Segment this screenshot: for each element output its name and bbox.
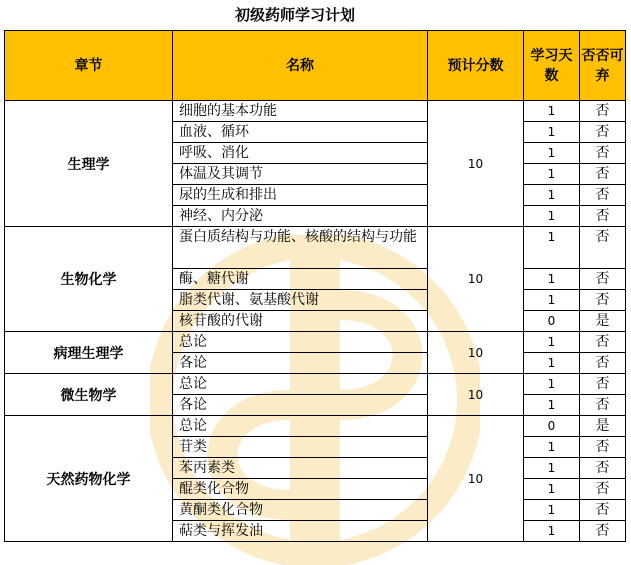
header-giveup: 否否可弃 (580, 31, 626, 101)
days-cell: 1 (524, 500, 580, 521)
giveup-cell: 否 (580, 101, 626, 122)
giveup-cell: 是 (580, 311, 626, 332)
days-cell: 1 (524, 353, 580, 374)
giveup-cell: 否 (580, 227, 626, 269)
giveup-cell: 是 (580, 416, 626, 437)
days-cell: 0 (524, 416, 580, 437)
chapter-cell: 生理学 (5, 101, 173, 227)
page-title: 初级药师学习计划 (234, 6, 355, 24)
score-cell: 10 (428, 416, 524, 542)
days-cell: 1 (524, 143, 580, 164)
days-cell: 1 (524, 164, 580, 185)
topic-name-cell: 黄酮类化合物 (173, 500, 428, 521)
days-cell: 1 (524, 227, 580, 269)
days-cell: 1 (524, 395, 580, 416)
days-cell: 1 (524, 374, 580, 395)
topic-name-cell: 核苷酸的代谢 (173, 311, 428, 332)
topic-name-cell: 细胞的基本功能 (173, 101, 428, 122)
giveup-cell: 否 (580, 290, 626, 311)
giveup-cell: 否 (580, 353, 626, 374)
header-chapter: 章节 (5, 31, 173, 101)
header-days: 学习天数 (524, 31, 580, 101)
giveup-cell: 否 (580, 395, 626, 416)
giveup-cell: 否 (580, 437, 626, 458)
days-cell: 0 (524, 311, 580, 332)
score-cell: 10 (428, 101, 524, 227)
topic-name-cell: 酶、糖代谢 (173, 269, 428, 290)
giveup-cell: 否 (580, 458, 626, 479)
days-cell: 1 (524, 332, 580, 353)
days-cell: 1 (524, 122, 580, 143)
table-row (5, 332, 626, 353)
chapter-cell: 病理生理学 (5, 332, 173, 374)
days-cell: 1 (524, 290, 580, 311)
chapter-cell: 生物化学 (5, 227, 173, 332)
table-row (5, 101, 626, 122)
table-body (5, 101, 626, 542)
table-row (5, 227, 626, 269)
topic-name-cell: 苯丙素类 (173, 458, 428, 479)
topic-name-cell: 总论 (173, 416, 428, 437)
table-row (5, 416, 626, 437)
days-cell: 1 (524, 458, 580, 479)
days-cell: 1 (524, 521, 580, 542)
topic-name-cell: 苷类 (173, 437, 428, 458)
giveup-cell: 否 (580, 374, 626, 395)
study-plan-table (4, 30, 626, 542)
giveup-cell: 否 (580, 122, 626, 143)
days-cell: 1 (524, 479, 580, 500)
topic-name-cell: 各论 (173, 395, 428, 416)
topic-name-cell: 总论 (173, 332, 428, 353)
score-cell: 10 (428, 374, 524, 416)
table-header-row (5, 31, 626, 101)
giveup-cell: 否 (580, 332, 626, 353)
days-cell: 1 (524, 437, 580, 458)
giveup-cell: 否 (580, 479, 626, 500)
topic-name-cell: 各论 (173, 353, 428, 374)
days-cell: 1 (524, 101, 580, 122)
header-score: 预计分数 (428, 31, 524, 101)
days-cell: 1 (524, 206, 580, 227)
days-cell: 1 (524, 185, 580, 206)
days-cell: 1 (524, 269, 580, 290)
giveup-cell: 否 (580, 521, 626, 542)
topic-name-cell: 总论 (173, 374, 428, 395)
giveup-cell: 否 (580, 143, 626, 164)
giveup-cell: 否 (580, 206, 626, 227)
topic-name-cell: 神经、内分泌 (173, 206, 428, 227)
topic-name-cell: 萜类与挥发油 (173, 521, 428, 542)
topic-name-cell: 体温及其调节 (173, 164, 428, 185)
chapter-cell: 天然药物化学 (5, 416, 173, 542)
score-cell: 10 (428, 227, 524, 332)
topic-name-cell: 血液、循环 (173, 122, 428, 143)
giveup-cell: 否 (580, 269, 626, 290)
giveup-cell: 否 (580, 164, 626, 185)
header-name: 名称 (173, 31, 428, 101)
score-cell: 10 (428, 332, 524, 374)
giveup-cell: 否 (580, 500, 626, 521)
topic-name-cell: 脂类代谢、氨基酸代谢 (173, 290, 428, 311)
chapter-cell: 微生物学 (5, 374, 173, 416)
table-row (5, 374, 626, 395)
topic-name-cell: 蛋白质结构与功能、核酸的结构与功能 (173, 227, 428, 269)
giveup-cell: 否 (580, 185, 626, 206)
topic-name-cell: 呼吸、消化 (173, 143, 428, 164)
topic-name-cell: 尿的生成和排出 (173, 185, 428, 206)
topic-name-cell: 醌类化合物 (173, 479, 428, 500)
